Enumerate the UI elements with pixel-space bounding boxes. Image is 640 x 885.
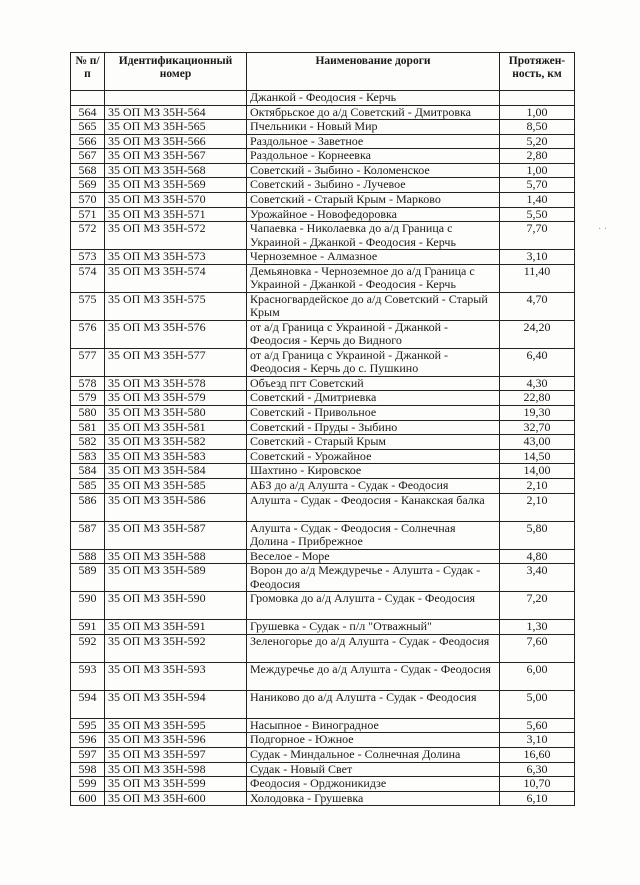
row-number: 573	[71, 250, 105, 265]
table-row	[71, 733, 575, 748]
row-ident: 35 ОП МЗ 35Н-588	[105, 549, 247, 564]
row-road-name: Советский - Урожайное	[247, 449, 500, 464]
row-ident: 35 ОП МЗ 35Н-569	[105, 178, 247, 193]
row-road-name: Раздольное - Заветное	[247, 134, 500, 149]
row-road-name: Раздольное - Корнеевка	[247, 149, 500, 164]
table-row	[71, 493, 575, 521]
row-length: 16,60	[500, 747, 575, 762]
table-row	[71, 348, 575, 376]
row-road-name: Судак - Новый Свет	[247, 762, 500, 777]
row-number: 597	[71, 747, 105, 762]
row-ident: 35 ОП МЗ 35Н-596	[105, 733, 247, 748]
row-ident: 35 ОП МЗ 35Н-572	[105, 222, 247, 250]
row-road-name: Подгорное - Южное	[247, 733, 500, 748]
row-length: 5,20	[500, 134, 575, 149]
table-row	[71, 207, 575, 222]
row-number: 569	[71, 178, 105, 193]
row-number: 566	[71, 134, 105, 149]
row-ident: 35 ОП МЗ 35Н-571	[105, 207, 247, 222]
row-length: 1,00	[500, 163, 575, 178]
row-ident: 35 ОП МЗ 35Н-598	[105, 762, 247, 777]
row-number: 596	[71, 733, 105, 748]
table-row	[71, 634, 575, 662]
row-length: 4,30	[500, 376, 575, 391]
row-road-name: Демьяновка - Черноземное до а/д Граница с Украиной - Джанкой - Феодосия - Керчь	[247, 264, 500, 292]
row-road-name: Громовка до а/д Алушта - Судак - Феодосия	[247, 592, 500, 620]
row-road-name: от а/д Граница с Украиной - Джанкой - Феодосия - Керчь до с. Пушкино	[247, 348, 500, 376]
row-number: 574	[71, 264, 105, 292]
row-length: 7,60	[500, 634, 575, 662]
row-ident: 35 ОП МЗ 35Н-582	[105, 435, 247, 450]
row-length: 19,30	[500, 406, 575, 421]
row-road-name: Алушта - Судак - Феодосия - Солнечная Долина - Прибрежное	[247, 521, 500, 549]
table-row	[71, 620, 575, 635]
row-ident: 35 ОП МЗ 35Н-566	[105, 134, 247, 149]
table-row	[71, 762, 575, 777]
scan-speck: · ·	[598, 224, 608, 235]
row-length: 22,80	[500, 391, 575, 406]
row-length: 14,50	[500, 449, 575, 464]
row-ident: 35 ОП МЗ 35Н-586	[105, 493, 247, 521]
row-length: 7,70	[500, 222, 575, 250]
table-row	[71, 777, 575, 792]
continuation-row	[71, 91, 575, 106]
row-number: 592	[71, 634, 105, 662]
row-number: 591	[71, 620, 105, 635]
table-row	[71, 449, 575, 464]
table-row	[71, 222, 575, 250]
row-length: 5,70	[500, 178, 575, 193]
row-length: 6,10	[500, 791, 575, 806]
row-length: 5,00	[500, 690, 575, 718]
row-ident: 35 ОП МЗ 35Н-595	[105, 718, 247, 733]
table-row	[71, 564, 575, 592]
row-number: 572	[71, 222, 105, 250]
row-number: 594	[71, 690, 105, 718]
row-length: 11,40	[500, 264, 575, 292]
header-ident: Идентификационный номер	[105, 53, 247, 91]
row-ident: 35 ОП МЗ 35Н-597	[105, 747, 247, 762]
row-length: 2,80	[500, 149, 575, 164]
row-ident: 35 ОП МЗ 35Н-587	[105, 521, 247, 549]
row-number: 564	[71, 105, 105, 120]
row-ident: 35 ОП МЗ 35Н-594	[105, 690, 247, 718]
row-number: 595	[71, 718, 105, 733]
row-road-name: АБЗ до а/д Алушта - Судак - Феодосия	[247, 479, 500, 494]
row-ident: 35 ОП МЗ 35Н-579	[105, 391, 247, 406]
row-length: 1,00	[500, 105, 575, 120]
row-number: 598	[71, 762, 105, 777]
roads-table	[70, 52, 575, 806]
row-road-name: от а/д Граница с Украиной - Джанкой - Феодосия - Керчь до Видного	[247, 320, 500, 348]
row-road-name: Урожайное - Новофедоровка	[247, 207, 500, 222]
row-road-name: Грушевка - Судак - п/л "Отважный"	[247, 620, 500, 635]
row-number: 571	[71, 207, 105, 222]
row-number: 575	[71, 292, 105, 320]
row-number: 568	[71, 163, 105, 178]
row-length: 6,30	[500, 762, 575, 777]
table-row	[71, 264, 575, 292]
row-number: 589	[71, 564, 105, 592]
row-ident: 35 ОП МЗ 35Н-576	[105, 320, 247, 348]
row-ident: 35 ОП МЗ 35Н-593	[105, 662, 247, 690]
row-ident: 35 ОП МЗ 35Н-592	[105, 634, 247, 662]
table-row	[71, 250, 575, 265]
row-length: 32,70	[500, 420, 575, 435]
row-length: 24,20	[500, 320, 575, 348]
row-road-name: Советский - Привольное	[247, 406, 500, 421]
row-road-name: Судак - Миндальное - Солнечная Долина	[247, 747, 500, 762]
row-ident: 35 ОП МЗ 35Н-573	[105, 250, 247, 265]
row-ident: 35 ОП МЗ 35Н-565	[105, 120, 247, 135]
row-length: 1,30	[500, 620, 575, 635]
row-length: 5,50	[500, 207, 575, 222]
row-number: 583	[71, 449, 105, 464]
row-road-name: Советский - Дмитриевка	[247, 391, 500, 406]
row-length: 3,10	[500, 250, 575, 265]
table-row	[71, 662, 575, 690]
row-ident: 35 ОП МЗ 35Н-570	[105, 193, 247, 208]
row-road-name: Советский - Зыбино - Лучевое	[247, 178, 500, 193]
table-row	[71, 391, 575, 406]
row-road-name: Междуречье до а/д Алушта - Судак - Феодосия	[247, 662, 500, 690]
table-row	[71, 464, 575, 479]
table-row	[71, 718, 575, 733]
row-length: 6,00	[500, 662, 575, 690]
row-ident: 35 ОП МЗ 35Н-581	[105, 420, 247, 435]
row-road-name: Черноземное - Алмазное	[247, 250, 500, 265]
row-number: 599	[71, 777, 105, 792]
row-length: 2,10	[500, 479, 575, 494]
row-road-name: Зеленогорье до а/д Алушта - Судак - Феодосия	[247, 634, 500, 662]
row-length: 7,20	[500, 592, 575, 620]
row-ident: 35 ОП МЗ 35Н-591	[105, 620, 247, 635]
row-ident: 35 ОП МЗ 35Н-590	[105, 592, 247, 620]
row-road-name: Пчельники - Новый Мир	[247, 120, 500, 135]
row-length: 10,70	[500, 777, 575, 792]
row-number: 565	[71, 120, 105, 135]
table-row	[71, 549, 575, 564]
row-number: 580	[71, 406, 105, 421]
header-name: Наименование дороги	[247, 53, 500, 91]
row-length: 3,10	[500, 733, 575, 748]
row-length: 4,70	[500, 292, 575, 320]
row-length: 43,00	[500, 435, 575, 450]
table-row	[71, 592, 575, 620]
row-road-name: Советский - Старый Крым - Марково	[247, 193, 500, 208]
row-road-name: Насыпное - Виноградное	[247, 718, 500, 733]
row-length: 5,60	[500, 718, 575, 733]
row-ident: 35 ОП МЗ 35Н-574	[105, 264, 247, 292]
row-length: 14,00	[500, 464, 575, 479]
row-length: 5,80	[500, 521, 575, 549]
row-number: 585	[71, 479, 105, 494]
table-row	[71, 435, 575, 450]
row-number: 581	[71, 420, 105, 435]
row-number: 587	[71, 521, 105, 549]
row-length: 8,50	[500, 120, 575, 135]
table-row	[71, 406, 575, 421]
row-number: 576	[71, 320, 105, 348]
continuation-text: Джанкой - Феодосия - Керчь	[247, 91, 500, 106]
table-row	[71, 376, 575, 391]
table-row	[71, 690, 575, 718]
row-length: 3,40	[500, 564, 575, 592]
row-road-name: Шахтино - Кировское	[247, 464, 500, 479]
table-row	[71, 479, 575, 494]
row-road-name: Чапаевка - Николаевка до а/д Граница с Украиной - Джанкой - Феодосия - Керчь	[247, 222, 500, 250]
table-row	[71, 420, 575, 435]
row-length: 4,80	[500, 549, 575, 564]
row-ident: 35 ОП МЗ 35Н-585	[105, 479, 247, 494]
table-row	[71, 149, 575, 164]
table-row	[71, 292, 575, 320]
row-road-name: Советский - Пруды - Зыбино	[247, 420, 500, 435]
row-length: 2,10	[500, 493, 575, 521]
table-row	[71, 163, 575, 178]
row-number: 579	[71, 391, 105, 406]
row-ident: 35 ОП МЗ 35Н-589	[105, 564, 247, 592]
table-row	[71, 105, 575, 120]
row-ident: 35 ОП МЗ 35Н-578	[105, 376, 247, 391]
row-ident: 35 ОП МЗ 35Н-583	[105, 449, 247, 464]
row-number: 578	[71, 376, 105, 391]
table-row	[71, 747, 575, 762]
row-road-name: Советский - Старый Крым	[247, 435, 500, 450]
row-road-name: Советский - Зыбино - Коломенское	[247, 163, 500, 178]
table-row	[71, 178, 575, 193]
table-row	[71, 521, 575, 549]
row-road-name: Веселое - Море	[247, 549, 500, 564]
table-row	[71, 791, 575, 806]
row-ident: 35 ОП МЗ 35Н-567	[105, 149, 247, 164]
row-number: 577	[71, 348, 105, 376]
row-number: 582	[71, 435, 105, 450]
row-ident: 35 ОП МЗ 35Н-575	[105, 292, 247, 320]
row-road-name: Холодовка - Грушевка	[247, 791, 500, 806]
row-number: 584	[71, 464, 105, 479]
row-road-name: Объезд пгт Советский	[247, 376, 500, 391]
row-ident: 35 ОП МЗ 35Н-584	[105, 464, 247, 479]
row-number: 590	[71, 592, 105, 620]
row-number: 570	[71, 193, 105, 208]
row-road-name: Октябрьское до а/д Советский - Дмитровка	[247, 105, 500, 120]
row-ident: 35 ОП МЗ 35Н-599	[105, 777, 247, 792]
row-road-name: Алушта - Судак - Феодосия - Канакская балка	[247, 493, 500, 521]
row-road-name: Ворон до а/д Междуречье - Алушта - Судак - Феодосия	[247, 564, 500, 592]
row-number: 593	[71, 662, 105, 690]
table-row	[71, 320, 575, 348]
row-ident: 35 ОП МЗ 35Н-564	[105, 105, 247, 120]
row-number: 588	[71, 549, 105, 564]
row-number: 600	[71, 791, 105, 806]
table-row	[71, 193, 575, 208]
header-num: № п/п	[71, 53, 105, 91]
table-row	[71, 134, 575, 149]
row-ident: 35 ОП МЗ 35Н-600	[105, 791, 247, 806]
row-length: 1,40	[500, 193, 575, 208]
row-road-name: Наниково до а/д Алушта - Судак - Феодосия	[247, 690, 500, 718]
row-ident: 35 ОП МЗ 35Н-568	[105, 163, 247, 178]
row-length: 6,40	[500, 348, 575, 376]
row-ident: 35 ОП МЗ 35Н-580	[105, 406, 247, 421]
row-road-name: Феодосия - Орджоникидзе	[247, 777, 500, 792]
row-number: 567	[71, 149, 105, 164]
table-row	[71, 120, 575, 135]
header-length: Протяжен-ность, км	[500, 53, 575, 91]
row-road-name: Красногвардейское до а/д Советский - Старый Крым	[247, 292, 500, 320]
row-number: 586	[71, 493, 105, 521]
table-header-row	[71, 53, 575, 91]
row-ident: 35 ОП МЗ 35Н-577	[105, 348, 247, 376]
